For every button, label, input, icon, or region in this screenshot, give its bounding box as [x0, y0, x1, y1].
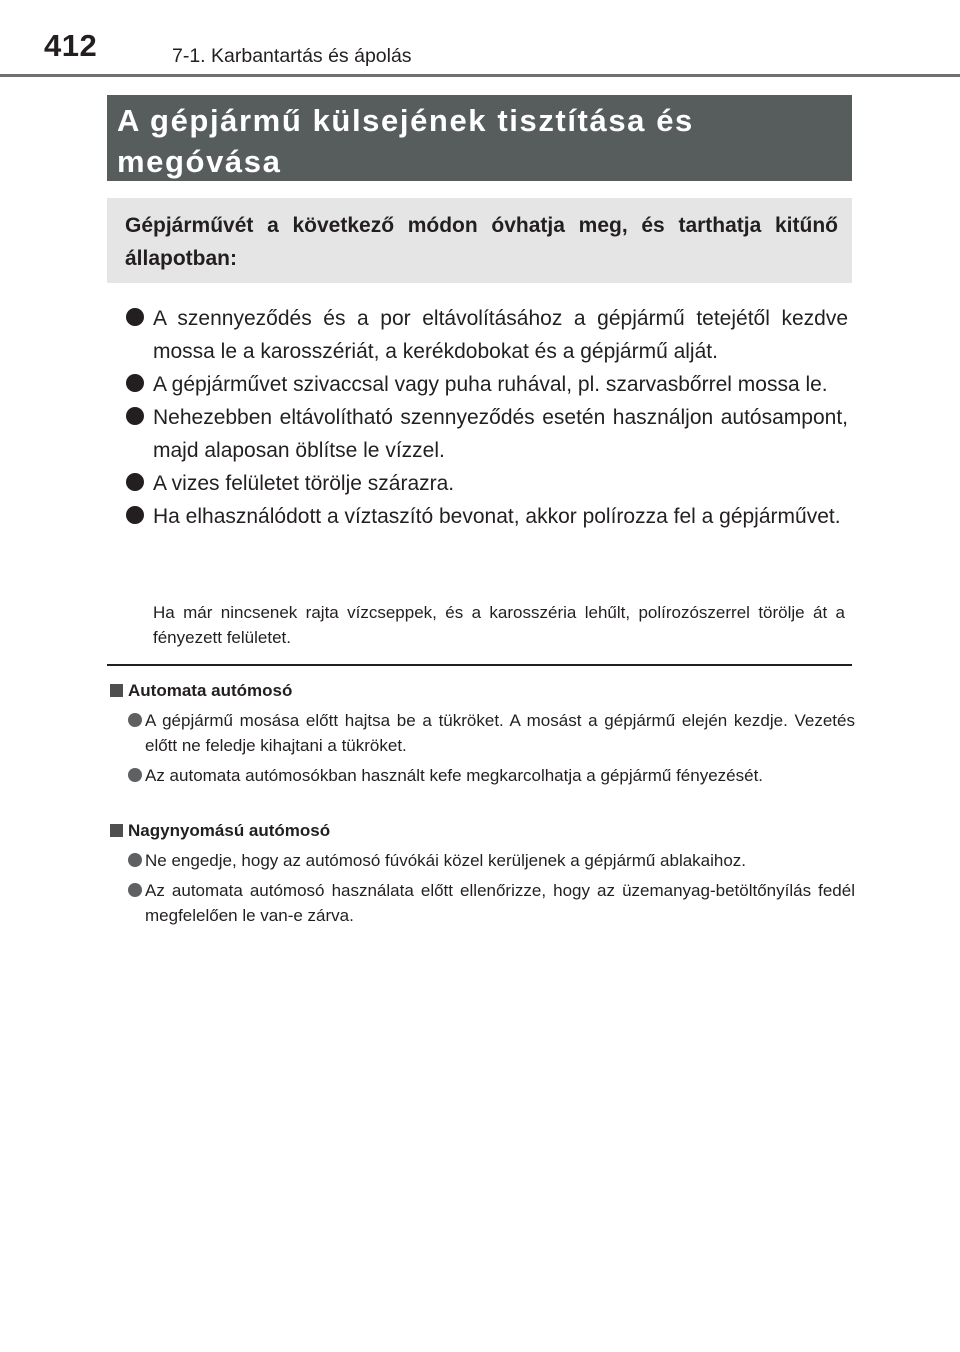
list-item-text: A vizes felületet törölje szárazra.	[153, 472, 455, 495]
list-item	[126, 467, 848, 500]
list-item	[110, 763, 855, 788]
section-divider	[107, 664, 852, 666]
main-bullet-list	[126, 302, 848, 533]
list-item	[126, 401, 848, 467]
list-item-text: Az automata autómosó használata előtt ellenőrizze, hogy az üzemanyag-betöltőnyílás fedél megfelelően le van-e zárva.	[145, 881, 855, 925]
bullet-dot-icon	[128, 713, 142, 727]
section-label: 7-1. Karbantartás és ápolás	[172, 45, 412, 67]
list-item	[126, 302, 848, 368]
square-bullet-icon	[110, 684, 123, 697]
section-heading-text: Automata autómosó	[128, 681, 293, 700]
section-heading-text: Nagynyomású autómosó	[128, 821, 331, 840]
square-bullet-icon	[110, 824, 123, 837]
page-title-line-1: A gépjármű külsejének tisztítása és	[117, 103, 694, 138]
bullet-dot-icon	[128, 853, 142, 867]
bullet-dot-icon	[126, 473, 144, 491]
list-item	[110, 878, 855, 928]
section-high-pressure-car-wash	[110, 819, 855, 932]
list-item-text: A gépjármű mosása előtt hajtsa be a tükröket. A mosást a gépjármű elején kezdje. Vezetés előtt ne feledje kihajtani a tükröket.	[145, 711, 855, 755]
bullet-dot-icon	[128, 768, 142, 782]
bullet-dot-icon	[126, 506, 144, 524]
list-item	[110, 708, 855, 758]
list-item-text: A gépjárművet szivaccsal vagy puha ruhával, pl. szarvasbőrrel mossa le.	[153, 373, 828, 396]
list-item-text: Ha elhasználódott a víztaszító bevonat, akkor polírozza fel a gépjárművet.	[153, 505, 841, 528]
bullet-dot-icon	[126, 374, 144, 392]
header-divider	[0, 74, 960, 77]
bullet-dot-icon	[128, 883, 142, 897]
page-title	[107, 95, 852, 181]
page-header	[0, 0, 960, 78]
section-heading	[110, 819, 855, 843]
list-item	[126, 500, 848, 533]
list-item-text: Ne engedje, hogy az autómosó fúvókái közel kerüljenek a gépjármű ablakaihoz.	[145, 851, 747, 870]
bullet-dot-icon	[126, 407, 144, 425]
section-heading	[110, 679, 855, 703]
list-item	[126, 368, 848, 401]
list-item-text: Az automata autómosókban használt kefe megkarcolhatja a gépjármű fényezését.	[145, 766, 764, 785]
section-automatic-car-wash	[110, 679, 855, 792]
page-title-line-2: megóvása	[117, 144, 282, 179]
list-item-text: A szennyeződés és a por eltávolításához a gépjármű tetejétől kezdve mossa le a karosszériát, a kerékdobokat és a gépjármű alját.	[153, 307, 848, 363]
list-item-text: Nehezebben eltávolítható szennyeződés esetén használjon autósampont, majd alaposan öblítse le vízzel.	[153, 406, 848, 462]
list-item	[110, 848, 855, 873]
intro-text: Gépjárművét a következő módon óvhatja meg, és tarthatja kitűnő állapotban:	[125, 214, 838, 270]
page-number: 412	[44, 28, 98, 63]
main-note: Ha már nincsenek rajta vízcseppek, és a karosszéria lehűlt, polírozószerrel törölje át a fényezett felületet.	[153, 603, 845, 647]
bullet-dot-icon	[126, 308, 144, 326]
intro-box	[107, 198, 852, 283]
